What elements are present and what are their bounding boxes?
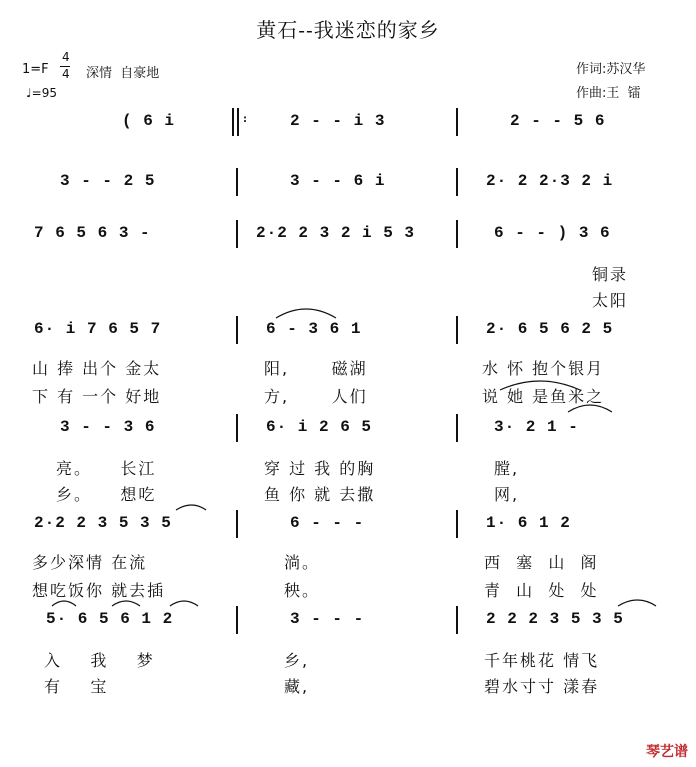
slur	[170, 601, 198, 606]
lyric-verse-1: 千年桃花 情飞	[484, 651, 600, 670]
notation-measure: 1· 6 1 2	[486, 514, 571, 532]
slur	[52, 601, 76, 606]
lyric-verse-2: 下 有 一个 好地	[32, 387, 162, 406]
watermark-logo: 琴艺谱	[646, 744, 688, 760]
time-signature-bottom: 4	[62, 67, 70, 81]
key-signature: 1=F	[22, 62, 49, 77]
pickup-lyric-verse-2: 太阳	[592, 291, 629, 310]
lyric-verse-1: 水 怀 抱个银月	[482, 359, 605, 378]
notation-measure: 2 - - i 3	[290, 112, 386, 130]
lyric-verse-2: 青 山 处 处	[484, 581, 599, 600]
lyric-verse-1: 穿 过 我 的胸	[264, 459, 376, 478]
notation-measure: 6 - - -	[290, 514, 365, 532]
lyric-verse-1: 多少深情 在流	[32, 553, 148, 572]
lyricist-credit: 作词:苏汉华	[576, 62, 646, 77]
notation-measure: 2· 6 5 6 2 5	[486, 320, 614, 338]
slur	[618, 600, 656, 606]
slur	[568, 405, 612, 412]
notation-measure: ( 6 i	[122, 112, 176, 130]
notation-measure: 3 - - -	[290, 610, 365, 628]
lyric-verse-2: 说 她 是鱼米之	[482, 387, 605, 406]
composer-credit: 作曲:王 镭	[576, 86, 641, 101]
lyric-verse-1: 入 我 梦	[44, 651, 155, 670]
notation-measure: 3 - - 2 5	[60, 172, 156, 190]
notation-measure: 3 - - 3 6	[60, 418, 156, 436]
repeat-dots: :	[243, 114, 247, 125]
notation-measure: 7 6 5 6 3 -	[34, 224, 151, 242]
notation-measure: 6 - - ) 3 6	[494, 224, 611, 242]
lyric-verse-2: 乡。 想吃	[56, 485, 157, 504]
lyric-verse-1: 阳, 磁湖	[264, 359, 368, 378]
notation-measure: 3· 2 1 -	[494, 418, 579, 436]
lyric-verse-1: 亮。 长江	[56, 459, 157, 478]
notation-measure: 2 - - 5 6	[510, 112, 606, 130]
notation-measure: 6· i 2 6 5	[266, 418, 373, 436]
notation-measure: 2 2 2 3 5 3 5	[486, 610, 624, 628]
lyric-verse-2: 想吃饭你 就去插	[32, 581, 166, 600]
notation-measure: 5· 6 5 6 1 2	[46, 610, 174, 628]
slur	[112, 601, 140, 606]
slur	[276, 309, 336, 318]
notation-measure: 3 - - 6 i	[290, 172, 386, 190]
lyric-verse-2: 藏,	[284, 677, 310, 696]
lyric-verse-2: 鱼 你 就 去撒	[264, 485, 376, 504]
mood-marking: 深情 自豪地	[86, 66, 160, 81]
notation-measure: 6· i 7 6 5 7	[34, 320, 162, 338]
lyric-verse-1: 淌。	[284, 553, 321, 572]
lyric-verse-2: 方, 人们	[264, 387, 368, 406]
time-signature-top: 4	[62, 50, 70, 64]
lyric-verse-1: 山 捧 出个 金太	[32, 359, 162, 378]
lyric-verse-1: 西 塞 山 阁	[484, 553, 599, 572]
notation-measure: 6 - 3 6 1	[266, 320, 362, 338]
song-title: 黄石--我迷恋的家乡	[256, 18, 440, 42]
lyric-verse-1: 膛,	[494, 459, 520, 478]
notation-measure: 2· 2 2·3 2 i	[486, 172, 614, 190]
pickup-lyric-verse-1: 铜录	[592, 265, 629, 284]
lyric-verse-2: 网,	[494, 485, 520, 504]
lyric-verse-2: 有 宝	[44, 677, 109, 696]
lyric-verse-2: 碧水寸寸 漾春	[484, 677, 600, 696]
notation-measure: 2·2 2 3 2 i 5 3	[256, 224, 416, 242]
slur	[500, 381, 580, 390]
lyric-verse-1: 乡,	[284, 651, 310, 670]
notation-measure: 2·2 2 3 5 3 5	[34, 514, 172, 532]
lyric-verse-2: 秧。	[284, 581, 321, 600]
tempo-marking: ♩=95	[26, 86, 57, 100]
slur	[176, 505, 206, 510]
